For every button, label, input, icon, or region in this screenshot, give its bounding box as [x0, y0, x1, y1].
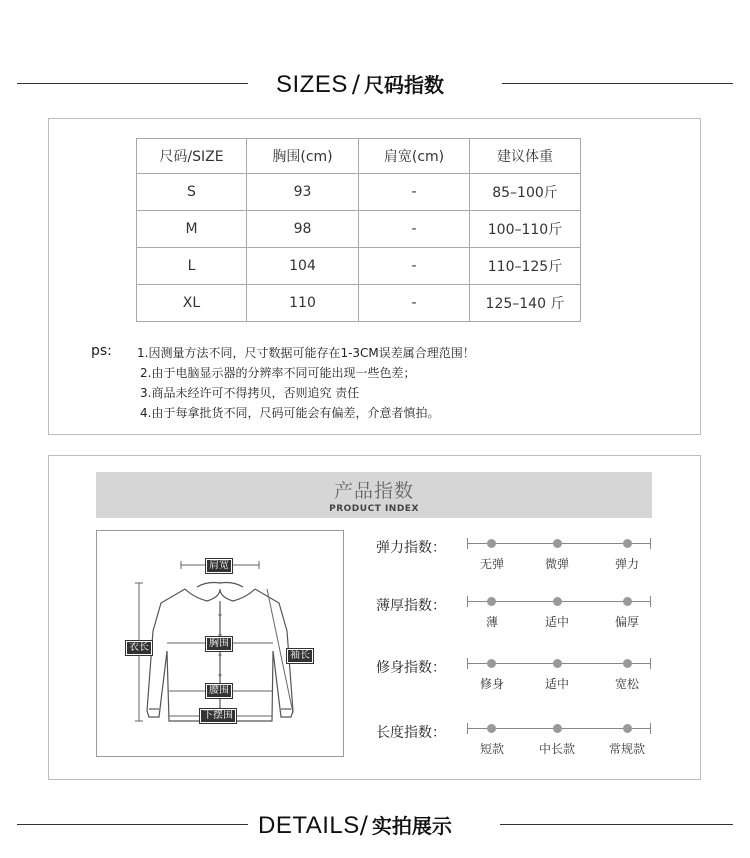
index-option: 修身 [479, 677, 504, 691]
scale-dot [487, 597, 496, 606]
index-option: 适中 [544, 677, 569, 691]
scale-dot [487, 539, 496, 548]
product-index-title-en: PRODUCT INDEX [329, 504, 419, 514]
scale-dot [623, 597, 632, 606]
sizes-heading-sep: / [351, 70, 360, 98]
sizes-heading-en: SIZES [276, 71, 348, 98]
table-row [137, 211, 581, 248]
details-heading-sep: / [359, 811, 368, 839]
index-option: 宽松 [614, 677, 639, 691]
scale-dot [487, 724, 496, 733]
index-option: 中长款 [538, 742, 575, 756]
product-index-title-cn: 产品指数 [333, 480, 414, 502]
heading-rule-right [502, 83, 733, 84]
heading-rule-left [17, 824, 248, 825]
sizes-heading-cn: 尺码指数 [363, 73, 444, 97]
index-option: 偏厚 [614, 615, 639, 629]
index-option: 微弹 [544, 557, 569, 571]
scale-dot [553, 539, 562, 548]
tag-hem: 下摆围 [200, 709, 236, 723]
header-weight: 建议体重 [470, 139, 581, 174]
scale-dot [623, 539, 632, 548]
index-scale-length [467, 723, 651, 735]
scale-dot [623, 724, 632, 733]
index-option: 常规款 [608, 742, 645, 756]
heading-rule-left [17, 83, 248, 84]
index-scale-fit [467, 658, 651, 670]
size-table [136, 138, 581, 322]
details-heading [258, 810, 452, 840]
index-label-fit: 修身指数： [376, 660, 446, 676]
index-option: 薄 [485, 615, 498, 629]
cell-size: L [137, 248, 247, 285]
index-label-thickness: 薄厚指数： [376, 598, 446, 614]
tag-shoulder: 肩宽 [206, 559, 232, 573]
size-table-header-row [137, 139, 581, 174]
cell-weight: 85–100斤 [470, 174, 581, 211]
note-item: 4.由于每拿批货不同，尺码可能会有偏差，介意者慎拍。 [140, 406, 440, 420]
heading-rule-right [500, 824, 733, 825]
tag-sleeve: 袖长 [287, 649, 313, 663]
cell-shoulder: - [359, 211, 470, 248]
cell-size: M [137, 211, 247, 248]
header-shoulder: 肩宽(cm) [359, 139, 470, 174]
scale-dot [553, 659, 562, 668]
note-item: 2.由于电脑显示器的分辨率不同可能出现一些色差； [140, 366, 416, 380]
garment-diagram [96, 530, 344, 757]
tag-chest: 胸围 [206, 637, 232, 651]
cell-chest: 110 [247, 285, 359, 322]
cell-chest: 98 [247, 211, 359, 248]
cell-chest: 104 [247, 248, 359, 285]
index-label-elasticity: 弹力指数： [376, 540, 446, 556]
cell-size: XL [137, 285, 247, 322]
index-option: 无弹 [479, 557, 504, 571]
note-item: 3.商品未经许可不得拷贝，否则追究 责任 [140, 386, 360, 400]
header-chest: 胸围(cm) [247, 139, 359, 174]
cell-size: S [137, 174, 247, 211]
cell-shoulder: - [359, 248, 470, 285]
index-option: 短款 [479, 742, 504, 756]
table-row [137, 174, 581, 211]
index-option: 适中 [544, 615, 569, 629]
index-option: 弹力 [614, 557, 639, 571]
scale-dot [623, 659, 632, 668]
cell-shoulder: - [359, 285, 470, 322]
scale-dot [553, 597, 562, 606]
cell-weight: 100–110斤 [470, 211, 581, 248]
index-label-length: 长度指数： [376, 725, 446, 741]
cell-shoulder: - [359, 174, 470, 211]
product-index-banner [96, 472, 652, 518]
details-heading-en: DETAILS [258, 812, 360, 839]
index-scale-elasticity [467, 538, 651, 550]
note-item: 1.因测量方法不同，尺寸数据可能存在1-3CM误差属合理范围！ [137, 346, 475, 360]
cell-weight: 110–125斤 [470, 248, 581, 285]
table-row [137, 248, 581, 285]
details-heading-cn: 实拍展示 [371, 814, 452, 838]
tag-length: 衣长 [126, 641, 152, 655]
cell-chest: 93 [247, 174, 359, 211]
table-row [137, 285, 581, 322]
sizes-heading [276, 69, 444, 99]
cell-weight: 125–140 斤 [470, 285, 581, 322]
scale-dot [487, 659, 496, 668]
notes-label: ps: [91, 343, 112, 359]
scale-dot [553, 724, 562, 733]
header-size: 尺码/SIZE [137, 139, 247, 174]
index-scale-thickness [467, 596, 651, 608]
tag-waist: 腰围 [206, 684, 232, 698]
